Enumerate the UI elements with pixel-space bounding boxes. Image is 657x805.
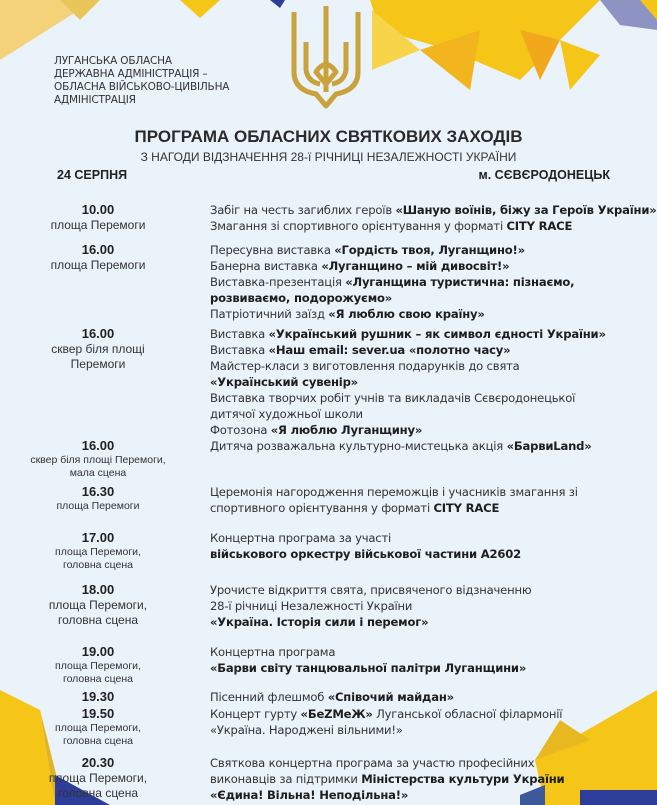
event-name: Міністерства культури України bbox=[361, 772, 565, 786]
event-place: головна сцена bbox=[57, 786, 139, 800]
event-time: 10.00 bbox=[81, 202, 115, 217]
description-text: Виставка творчих робіт учнів та викладачів Сєвєродонецької bbox=[210, 391, 576, 405]
description-text: Пісенний флешмоб bbox=[210, 690, 328, 704]
event-name: «Український сувенір» bbox=[210, 375, 358, 389]
event-description bbox=[210, 484, 630, 516]
event-place: площа Перемоги bbox=[50, 218, 146, 232]
event-time-place bbox=[12, 755, 184, 801]
description-line bbox=[210, 546, 630, 562]
description-line bbox=[210, 406, 630, 422]
description-line bbox=[210, 258, 630, 274]
event-description bbox=[210, 326, 630, 438]
description-line bbox=[210, 290, 630, 306]
event-description bbox=[210, 242, 630, 322]
description-text: Урочисте відкриття свята, присвяченого відзначенню bbox=[210, 583, 532, 597]
org-line: ЛУГАНСЬКА ОБЛАСНА bbox=[54, 55, 172, 67]
page-subtitle: З НАГОДИ ВІДЗНАЧЕННЯ 28-ї РІЧНИЦІ НЕЗАЛЕЖНОСТІ УКРАЇНИ bbox=[140, 150, 517, 164]
description-text: Пересувна виставка bbox=[210, 243, 335, 257]
description-text: Луганської обласної філармонії bbox=[372, 707, 563, 721]
event-time: 19.50 bbox=[81, 706, 115, 721]
description-text: Дитяча розважальна культурно-мистецька акція bbox=[210, 439, 507, 453]
description-text: виконавців за підтримки bbox=[210, 772, 362, 786]
description-line bbox=[210, 722, 630, 738]
event-name: «Гордість твоя, Луганщино!» bbox=[334, 243, 525, 257]
event-time: 20.30 bbox=[81, 755, 115, 770]
description-line bbox=[210, 771, 630, 787]
event-time: 17.00 bbox=[81, 530, 115, 545]
event-time-place bbox=[12, 438, 184, 480]
event-name: «Україна. Історія сили і перемог» bbox=[210, 615, 429, 629]
description-text: Майстер-класи з виготовлення подарунків до свята bbox=[210, 359, 520, 373]
page-title: ПРОГРАМА ОБЛАСНИХ СВЯТКОВИХ ЗАХОДІВ bbox=[134, 127, 523, 146]
description-text: спортивного орієнтування у форматі bbox=[210, 501, 434, 515]
description-line bbox=[210, 218, 630, 234]
event-name: розвиваємо, подорожуємо» bbox=[210, 291, 393, 305]
event-name: «БарвиLand» bbox=[506, 439, 592, 453]
description-line bbox=[210, 202, 657, 218]
description-line bbox=[210, 660, 630, 676]
event-name: «Український рушник – як символ єдності України» bbox=[268, 327, 606, 341]
event-name: «Єдина! Вільна! Неподільна!» bbox=[210, 788, 409, 802]
description-line bbox=[210, 326, 630, 342]
description-text: Концертна програма за участі bbox=[210, 531, 392, 545]
description-text: Змагання зі спортивного орієнтування у форматі bbox=[210, 219, 507, 233]
description-line bbox=[210, 598, 630, 614]
description-text: Фотозона bbox=[210, 423, 271, 437]
event-place: сквер біля площі Перемоги, bbox=[30, 454, 166, 466]
event-name: CITY RACE bbox=[433, 501, 500, 515]
description-line bbox=[210, 484, 630, 500]
event-time: 16.30 bbox=[81, 484, 115, 499]
event-place: площа Перемоги, bbox=[48, 598, 148, 612]
event-description bbox=[210, 755, 630, 803]
event-name: «БеZМеЖ» bbox=[300, 707, 373, 721]
org-line: ДЕРЖАВНА АДМІНІСТРАЦІЯ – bbox=[54, 68, 208, 80]
event-place: площа Перемоги bbox=[50, 258, 146, 272]
event-time-place bbox=[12, 689, 184, 705]
description-line bbox=[210, 582, 630, 598]
event-time-place bbox=[12, 202, 184, 233]
event-place: площа Перемоги, bbox=[48, 771, 148, 785]
description-line bbox=[210, 422, 630, 438]
event-place: головна сцена bbox=[62, 559, 134, 571]
event-place: площа Перемоги bbox=[56, 500, 140, 512]
event-name: «Луганщина туристична: пізнаємо, bbox=[345, 275, 575, 289]
organization-name bbox=[54, 55, 229, 107]
event-place: сквер біля площі bbox=[51, 342, 145, 356]
description-text: 28-ї річниці Незалежності України bbox=[210, 599, 413, 613]
event-time-place bbox=[12, 644, 184, 686]
event-description bbox=[210, 689, 630, 705]
event-name: «Співочий майдан» bbox=[327, 690, 454, 704]
description-line bbox=[210, 438, 630, 454]
description-line bbox=[210, 274, 630, 290]
event-description bbox=[210, 202, 657, 234]
event-time-place bbox=[12, 706, 184, 748]
event-name: CITY RACE bbox=[506, 219, 573, 233]
description-line bbox=[210, 689, 630, 705]
event-name: «Я люблю свою країну» bbox=[328, 307, 485, 321]
description-line bbox=[210, 614, 630, 630]
description-line bbox=[210, 374, 630, 390]
description-text: Концертна програма bbox=[210, 645, 336, 659]
event-time: 16.00 bbox=[81, 242, 115, 257]
description-text: «Україна. Народжені вільними!» bbox=[210, 723, 403, 737]
event-place: Перемоги bbox=[70, 357, 126, 371]
description-line bbox=[210, 787, 630, 803]
event-time-place bbox=[12, 530, 184, 572]
event-description bbox=[210, 530, 630, 562]
event-name: військового оркестру військової частини А2602 bbox=[210, 547, 522, 561]
org-line: ОБЛАСНА ВІЙСЬКОВО-ЦИВІЛЬНА bbox=[54, 81, 230, 93]
description-line bbox=[210, 358, 630, 374]
description-text: Святкова концертна програма за участю професійних bbox=[210, 756, 535, 770]
event-time: 19.00 bbox=[81, 644, 115, 659]
event-time-place bbox=[12, 242, 184, 273]
event-place: площа Перемоги, bbox=[55, 660, 141, 672]
description-line bbox=[210, 242, 630, 258]
event-place: головна сцена bbox=[57, 613, 139, 627]
description-text: Виставка-презентація bbox=[210, 275, 346, 289]
description-text: дитячої художньої школи bbox=[210, 407, 363, 421]
description-line bbox=[210, 500, 630, 516]
description-text: Забіг на честь загиблих героїв bbox=[210, 203, 396, 217]
event-time: 18.00 bbox=[81, 582, 115, 597]
description-line bbox=[210, 342, 630, 358]
event-name: «Наш email: sever.ua «полотно часу» bbox=[268, 343, 511, 357]
org-line: АДМІНІСТРАЦІЯ bbox=[54, 94, 136, 106]
event-description bbox=[210, 582, 630, 630]
description-line bbox=[210, 530, 630, 546]
event-description bbox=[210, 438, 630, 454]
description-text: Банерна виставка bbox=[210, 259, 322, 273]
event-time-place bbox=[12, 484, 184, 513]
description-text: Концерт гурту bbox=[210, 707, 301, 721]
event-name: «Шаную воїнів, біжу за Героїв України» bbox=[395, 203, 657, 217]
trident-icon bbox=[286, 2, 366, 112]
event-name: «Я люблю Луганщину» bbox=[270, 423, 423, 437]
event-date: 24 СЕРПНЯ bbox=[57, 168, 128, 182]
description-line bbox=[210, 390, 630, 406]
event-name: «Барви світу танцювальної палітри Луганщини» bbox=[210, 661, 527, 675]
event-time: 19.30 bbox=[81, 689, 115, 704]
event-description bbox=[210, 644, 630, 676]
event-description bbox=[210, 706, 630, 738]
description-line bbox=[210, 755, 630, 771]
description-text: Патріотичний заїзд bbox=[210, 307, 329, 321]
description-line bbox=[210, 706, 630, 722]
event-place: мала сцена bbox=[69, 467, 127, 479]
event-time: 16.00 bbox=[81, 326, 115, 341]
description-text: Церемонія нагородження переможців і учасників змагання зі bbox=[210, 485, 578, 499]
event-place: площа Перемоги, bbox=[55, 546, 141, 558]
event-time: 16.00 bbox=[81, 438, 115, 453]
event-place: головна сцена bbox=[62, 673, 134, 685]
description-line bbox=[210, 306, 630, 322]
event-time-place bbox=[12, 582, 184, 628]
description-line bbox=[210, 644, 630, 660]
description-text: Виставка bbox=[210, 327, 269, 341]
event-name: «Луганщино – мій дивосвіт!» bbox=[321, 259, 510, 273]
event-place: площа Перемоги, bbox=[55, 722, 141, 734]
event-time-place bbox=[12, 326, 184, 372]
event-place: головна сцена bbox=[62, 735, 134, 747]
event-city: м. СЄВЄРОДОНЕЦЬК bbox=[478, 168, 610, 182]
description-text: Виставка bbox=[210, 343, 269, 357]
